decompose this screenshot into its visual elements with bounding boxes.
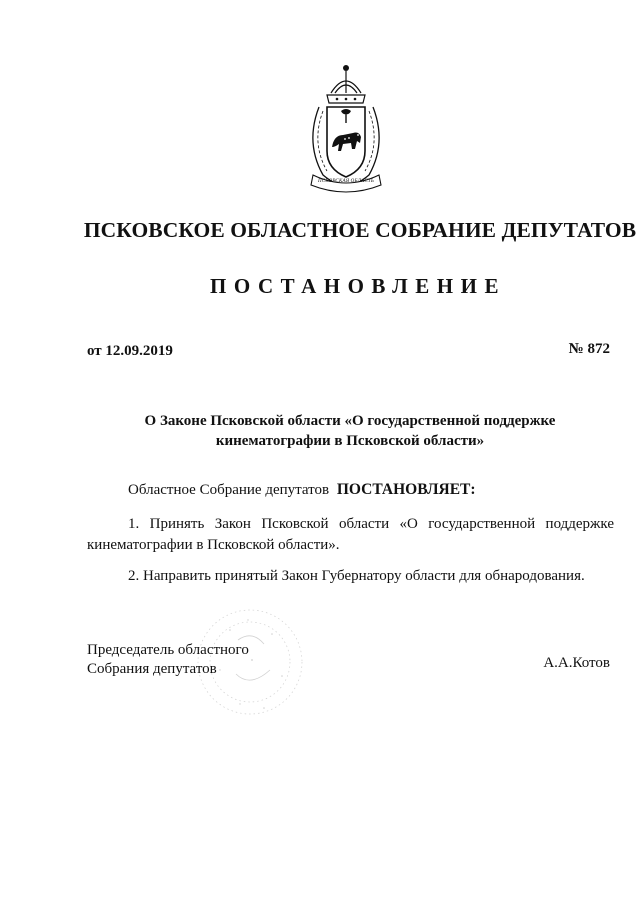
resolution-item-2: 2. Направить принятый Закон Губернатору области для обнародования.: [128, 568, 585, 584]
emblem-ribbon-text: ПСКОВСКАЯ ОБЛАСТЬ: [317, 179, 375, 184]
resolves-prefix: Областное Собрание депутатов: [128, 482, 330, 498]
document-subject: [60, 411, 640, 451]
signatory-position-line-1: Председатель областного: [87, 642, 249, 658]
document-date: от 12.09.2019: [87, 343, 173, 359]
signatory-position-line-2: Собрания депутатов: [87, 661, 217, 677]
document-type: ПОСТАНОВЛЕНИЕ: [210, 274, 506, 298]
resolves-word: ПОСТАНОВЛЯЕТ:: [336, 481, 476, 498]
subject-line-1: О Законе Псковской области «О государственной поддержке: [144, 413, 556, 429]
subject-line-2: кинематографии в Псковской области»: [215, 433, 485, 449]
signatory-position: [87, 641, 249, 679]
signatory-name: А.А.Котов: [543, 655, 610, 671]
resolution-item-1: 1. Принять Закон Псковской области «О государственной поддержке кинематографии в Псковской области».: [87, 516, 614, 553]
resolves-line: [128, 481, 476, 499]
document-number: № 872: [568, 341, 610, 357]
organization-title: ПСКОВСКОЕ ОБЛАСТНОЕ СОБРАНИЕ ДЕПУТАТОВ: [83, 218, 637, 242]
pskov-coat-of-arms-icon: [297, 63, 395, 197]
